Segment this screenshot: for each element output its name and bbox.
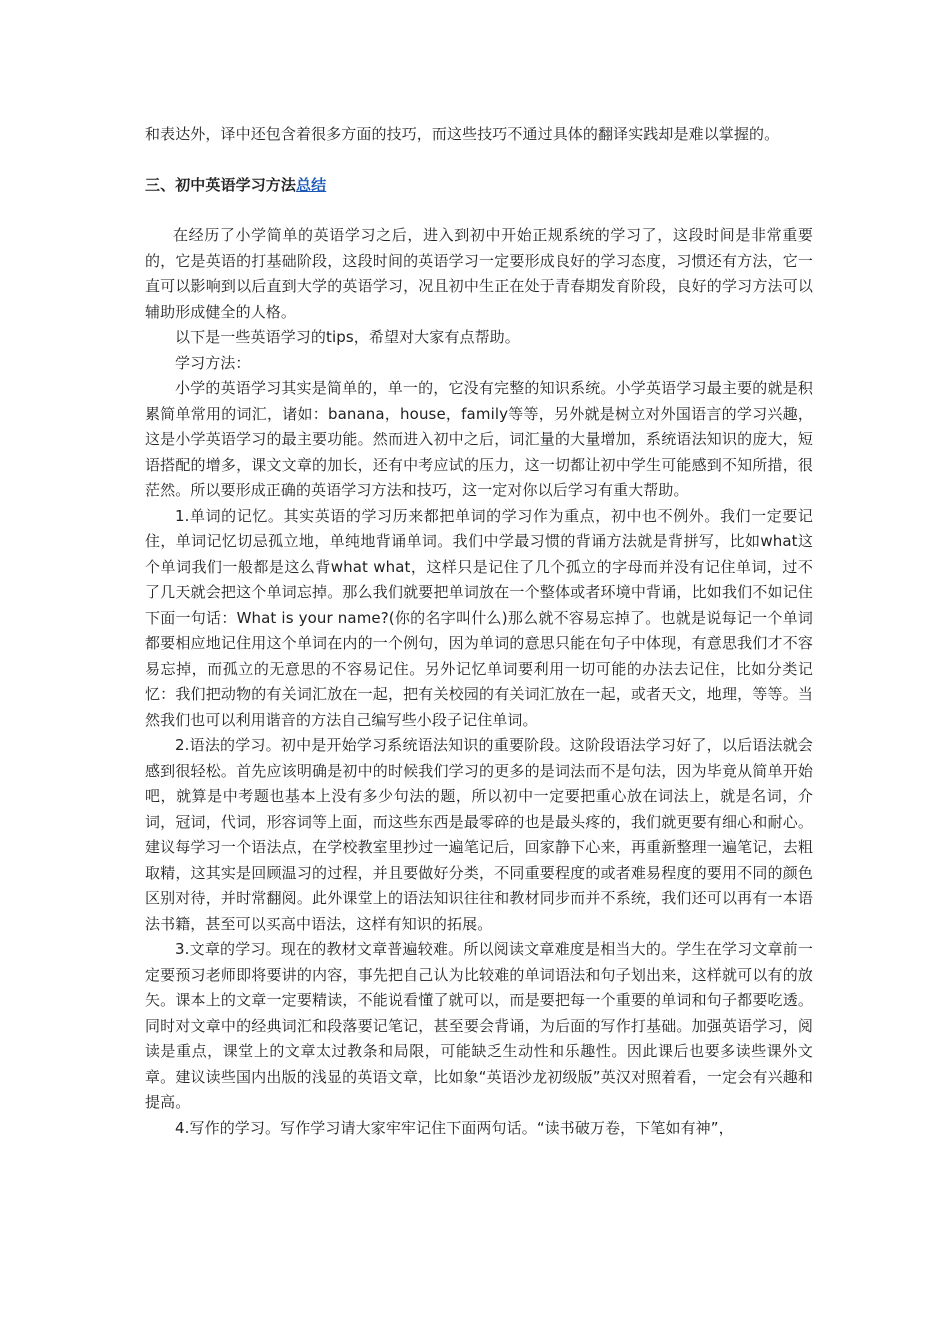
paragraph-word-memory: 1.单词的记忆。其实英语的学习历来都把单词的学习作为重点，初中也不例外。我们一定要记住，单词记忆切忌孤立地，单纯地背诵单词。我们中学最习惯的背诵方法就是背拼写，比如what这个单词我们一般都是这么背what what，这样只是记住了几个孤立的字母而并没有记住单词，过不了几天就会把这个单词忘掉。那么我们就要把单词放在一个整体或者环境中背诵，比如我们不如记住下面一句话：What is your name?(你的名字叫什么)那么就不容易忘掉了。也就是说每记一个单词都要相应地记住用这个单词在内的一个例句，因为单词的意思只能在句子中体现，有意思我们才不容易忘掉，而孤立的无意思的不容易记住。另外记忆单词要利用一切可能的办法去记住，比如分类记忆：我们把动物的有关词汇放在一起，把有关校园的有关词汇放在一起，或者天文，地理，等等。当然我们也可以利用谐音的方法自己编写些小段子记住单词。 [145,506,813,729]
paragraph-writing: 4.写作的学习。写作学习请大家牢牢记住下面两句话。“读书破万卷，下笔如有神”， [175,1118,734,1137]
paragraph-primary-school: 小学的英语学习其实是简单的，单一的，它没有完整的知识系统。小学英语学习最主要的就是积累简单常用的词汇，诸如：banana，house，family等等，另外就是树立对外国语言的学习兴趣，这是小学英语学习的最主要功能。然而进入初中之后，词汇量的大量增加，系统语法知识的庞大，短语搭配的增多，课文文章的加长，还有中考应试的压力，这一切都让初中学生可能感到不知所措，很茫然。所以要形成正确的英语学习方法和技巧，这一定对你以后学习有重大帮助。 [145,379,813,499]
paragraph-articles: 3.文章的学习。现在的教材文章普遍较难。所以阅读文章难度是相当大的。学生在学习文章前一定要预习老师即将要讲的内容，事先把自己认为比较难的单词语法和句子划出来，这样就可以有的放矢。课本上的文章一定要精读，不能说看懂了就可以，而是要把每一个重要的单词和句子都要吃透。同时对文章中的经典词汇和段落要记笔记，甚至要会背诵，为后面的写作打基础。加强英语学习，阅读是重点，课堂上的文章太过教条和局限，可能缺乏生动性和乐趣性。因此课后也要多读些课外文章。建议读些国内出版的浅显的英语文章，比如象“英语沙龙初级版”英汉对照着看，一定会有兴趣和提高。 [145,940,813,1111]
paragraph-grammar: 2.语法的学习。初中是开始学习系统语法知识的重要阶段。这阶段语法学习好了，以后语法就会感到很轻松。首先应该明确是初中的时候我们学习的更多的是词法而不是句法，因为毕竟从简单开始吧，就算是中考题也基本上没有多少句法的题，所以初中一定要把重心放在词法上，就是名词，介词，冠词，代词，形容词等上面，而这些东西是最零碎的也是最头疼的，我们就更要有细心和耐心。建议每学习一个语法点，在学校教室里抄过一遍笔记后，回家静下心来，再重新整理一遍笔记，去粗取精，这其实是回顾温习的过程，并且要做好分类，不同重要程度的或者难易程度的要用不同的颜色区别对待，并时常翻阅。此外课堂上的语法知识往往和教材同步而并不系统，我们还可以再有一本语法书籍，甚至可以买高中语法，这样有知识的拓展。 [145,736,813,933]
document-page [145,122,813,1141]
summary-link[interactable]: 总结 [296,175,327,194]
intro-fragment: 和表达外，译中还包含着很多方面的技巧，而这些技巧不通过具体的翻译实践却是难以掌握的。 [145,125,780,143]
section-heading-text: 三、初中英语学习方法 [145,175,297,194]
paragraph-tips: 以下是一些英语学习的tips，希望对大家有点帮助。 [175,328,520,346]
paragraph-intro: 在经历了小学简单的英语学习之后，进入到初中开始正规系统的学习了，这段时间是非常重要的，它是英语的打基础阶段，这段时间的英语学习一定要形成良好的学习态度，习惯还有方法，它一直可以影响到以后直到大学的英语学习，况且初中生正在处于青春期发育阶段，良好的学习方法可以辅助形成健全的人格。 [145,226,813,321]
paragraph-methods-label: 学习方法： [175,353,251,372]
section-heading [145,173,813,199]
